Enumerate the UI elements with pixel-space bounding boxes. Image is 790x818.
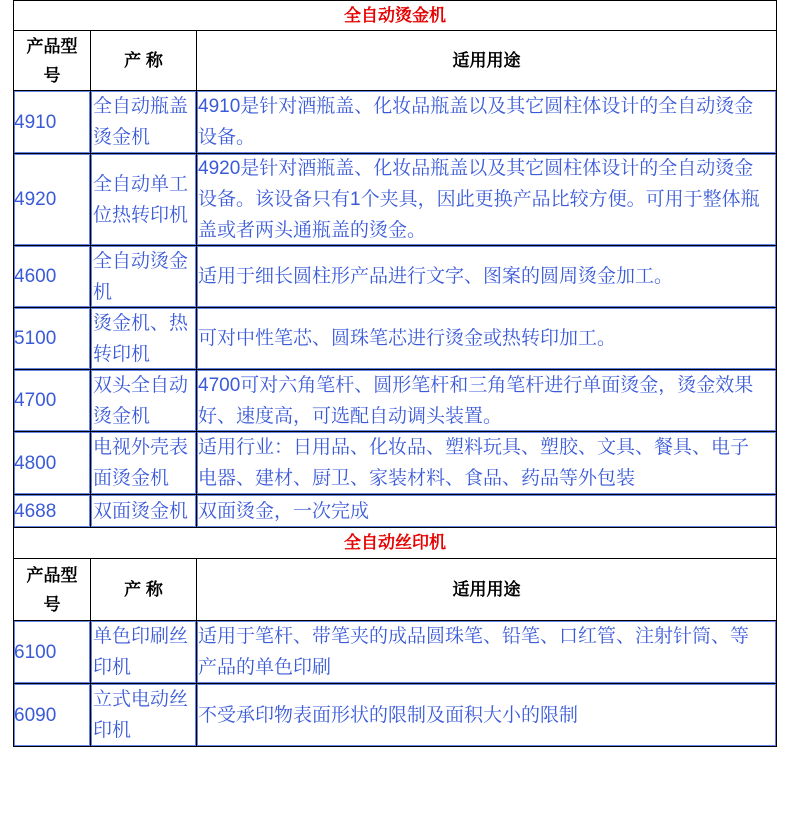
product-name: 单色印刷丝印机: [93, 626, 189, 678]
header-name-label: 产 称: [124, 51, 163, 70]
use-cell: [197, 621, 776, 683]
model-cell: [14, 308, 90, 369]
header-use-cell: [197, 559, 776, 620]
model-cell: [14, 432, 90, 494]
name-cell: [91, 308, 196, 369]
name-cell: [91, 684, 196, 746]
header-model-label: 产品型号: [26, 565, 78, 614]
name-cell: [91, 154, 196, 245]
name-cell: [91, 621, 196, 683]
name-cell: [91, 370, 196, 431]
section-title: 全自动丝印机: [344, 533, 446, 552]
header-use-label: 适用用途: [452, 51, 521, 70]
model-cell: [14, 621, 90, 683]
header-name-cell: [91, 31, 196, 90]
model-number: 5100: [14, 328, 57, 349]
product-use: 双面烫金，一次完成: [198, 500, 370, 522]
product-use: 可对中性笔芯、圆珠笔芯进行烫金或热转印加工。: [198, 328, 617, 349]
section-title-cell: [14, 1, 776, 30]
model-cell: [14, 91, 90, 153]
product-use: 4920是针对酒瓶盖、化妆品瓶盖以及其它圆柱体设计的全自动烫金设备。该设备只有1个夹具，因此更换产品比较方便。可用于整体瓶盖或者两头通瓶盖的烫金。: [198, 158, 760, 241]
product-use: 适用于细长圆柱形产品进行文字、图案的圆周烫金加工。: [198, 266, 674, 287]
model-cell: [14, 684, 90, 746]
product-use: 4700可对六角笔杆、圆形笔杆和三角笔杆进行单面烫金，烫金效果好、速度高，可选配自动调头装置。: [198, 374, 754, 427]
product-use: 不受承印物表面形状的限制及面积大小的限制: [198, 704, 579, 726]
product-name: 双面烫金机: [93, 500, 189, 522]
model-cell: [14, 154, 90, 245]
model-cell: [14, 246, 90, 307]
name-cell: [91, 91, 196, 153]
use-cell: [197, 495, 776, 527]
use-cell: [197, 432, 776, 494]
model-number: 4600: [14, 266, 57, 287]
use-cell: [197, 370, 776, 431]
product-name: 双头全自动烫金机: [93, 374, 189, 427]
name-cell: [91, 495, 196, 527]
use-cell: [197, 154, 776, 245]
name-cell: [91, 432, 196, 494]
product-name: 立式电动丝印机: [93, 689, 189, 741]
header-model-cell: [14, 31, 90, 90]
use-cell: [197, 308, 776, 369]
header-use-label: 适用用途: [452, 580, 521, 599]
use-cell: [197, 684, 776, 746]
model-number: 4800: [14, 452, 57, 474]
use-cell: [197, 246, 776, 307]
model-number: 6090: [14, 704, 57, 726]
model-number: 4700: [14, 390, 57, 411]
model-cell: [14, 495, 90, 527]
header-name-cell: [91, 559, 196, 620]
product-use: 4910是针对酒瓶盖、化妆品瓶盖以及其它圆柱体设计的全自动烫金设备。: [198, 96, 754, 148]
model-number: 6100: [14, 641, 57, 663]
model-number: 4910: [14, 111, 57, 133]
product-name: 全自动烫金机: [93, 250, 189, 303]
header-model-cell: [14, 559, 90, 620]
header-name-label: 产 称: [124, 580, 163, 599]
product-name: 电视外壳表面烫金机: [93, 437, 189, 489]
section-title: 全自动烫金机: [344, 5, 446, 25]
product-table: [13, 0, 777, 747]
header-use-cell: [197, 31, 776, 90]
model-cell: [14, 370, 90, 431]
name-cell: [91, 246, 196, 307]
use-cell: [197, 91, 776, 153]
model-number: 4688: [14, 500, 57, 522]
model-number: 4920: [14, 189, 57, 210]
header-model-label: 产品型号: [26, 36, 78, 85]
product-use: 适用于笔杆、带笔夹的成品圆珠笔、铅笔、口红管、注射针筒、等产品的单色印刷: [198, 626, 750, 678]
section-title-cell: [14, 528, 776, 558]
product-name: 全自动单工位热转印机: [93, 173, 189, 226]
product-name: 全自动瓶盖烫金机: [93, 96, 189, 148]
product-use: 适用行业：日用品、化妆品、塑料玩具、塑胶、文具、餐具、电子电器、建材、厨卫、家装材料、食品、药品等外包装: [198, 437, 750, 489]
product-name: 烫金机、热转印机: [93, 312, 189, 365]
